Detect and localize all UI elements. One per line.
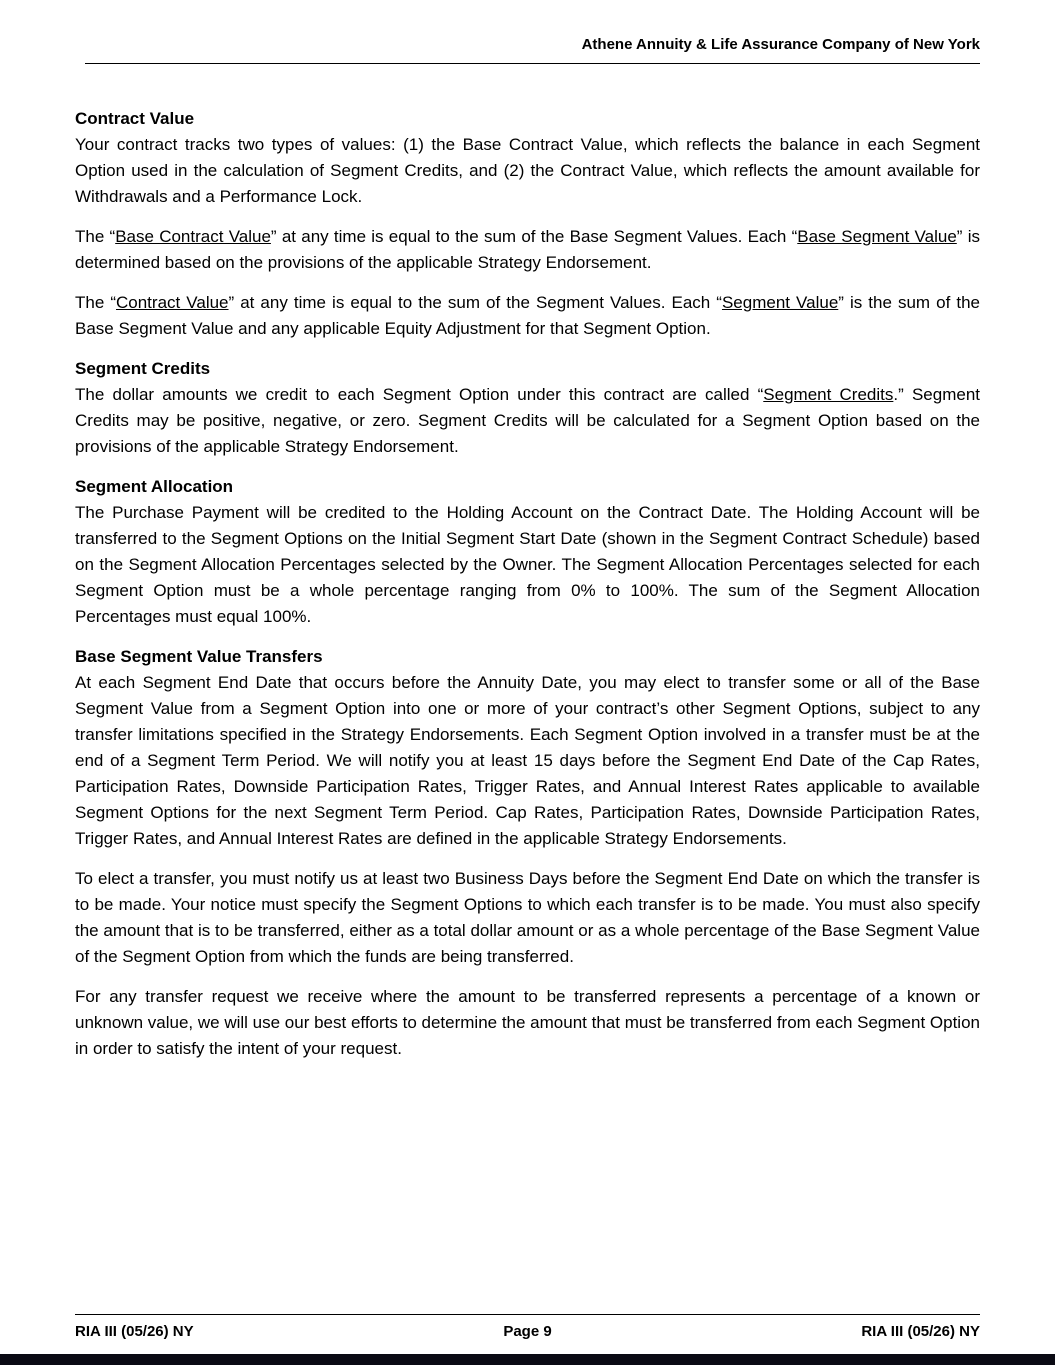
text-run: The dollar amounts we credit to each Segment Option under this contract are called “: [75, 385, 764, 404]
page-number: Page 9: [503, 1323, 552, 1340]
text-run: ” is the sum of the Base Segment Value and any applicable Equity Adjustment for that Segment Option.: [75, 293, 980, 338]
text-run: ” at any time is equal to the sum of the Segment Values. Each “: [228, 293, 722, 312]
page-footer: [75, 1314, 980, 1354]
text-run: ” at any time is equal to the sum of the Base Segment Values. Each “: [270, 227, 798, 246]
text-run: At each Segment End Date that occurs before the Annuity Date, you may elect to transfer some or all of the Base Segment Value from a Segment Option into one or more of your contract’s other Segment Options, subject to any transfer limitations specified in the Strategy Endorsements. Each Segment Option involved in a transfer must be at the end of a Segment Term Period. We will notify you at least 15 days before the Segment End Date of the Cap Rates, Participation Rates, Downside Participation Rates, Trigger Rates, and Annual Interest Rates applicable to available Segment Options for the next Segment Term Period. Cap Rates, Participation Rates, Downside Participation Rates, Trigger Rates, and Annual Interest Rates are defined in the applicable Strategy Endorsements.: [75, 673, 980, 848]
text-run: To elect a transfer, you must notify us at least two Business Days before the Segment End Date on which the transfer is to be made. Your notice must specify the Segment Options to which each transfer is to be made. You must also specify the amount that is to be transferred, either as a total dollar amount or as a whole percentage of the Base Segment Value of the Segment Option from which the funds are being transferred.: [75, 869, 980, 966]
defined-term-underlined: Contract Value: [116, 293, 229, 312]
company-name: Athene Annuity & Life Assurance Company of New York: [581, 36, 980, 53]
footer-rule: [75, 1314, 980, 1315]
footer-form-number-left: RIA III (05/26) NY: [75, 1323, 194, 1340]
paragraph: [75, 500, 980, 630]
section-heading: Segment Credits: [75, 359, 211, 378]
text-run: The “: [75, 293, 116, 312]
paragraph: [75, 670, 980, 852]
paragraph: [75, 382, 980, 460]
paragraph: [75, 290, 980, 342]
defined-term-underlined: Segment Credits: [763, 385, 894, 404]
paragraph: [75, 984, 980, 1062]
text-run: ” is determined based on the provisions of the applicable Strategy Endorsement.: [75, 227, 980, 272]
defined-term-underlined: Base Contract Value: [115, 227, 271, 246]
text-run: Your contract tracks two types of values: (1) the Base Contract Value, which reflects the balance in each Segment Option used in the calculation of Segment Credits, and (2) the Contract Value, which reflects the amount available for Withdrawals and a Performance Lock.: [75, 135, 980, 206]
section-heading: Segment Allocation: [75, 477, 234, 496]
footer-form-number-right: RIA III (05/26) NY: [861, 1323, 980, 1340]
paragraph: [75, 132, 980, 210]
text-run: For any transfer request we receive where the amount to be transferred represents a percentage of a known or unknown value, we will use our best efforts to determine the amount that must be transferred from each Segment Option in order to satisfy the intent of your request.: [75, 987, 980, 1058]
bottom-bar: [0, 1354, 1055, 1365]
section-heading: Contract Value: [75, 109, 195, 128]
text-run: .” Segment Credits may be positive, negative, or zero. Segment Credits will be calculated for a Segment Option based on the provisions of the applicable Strategy Endorsement.: [75, 385, 980, 456]
section-heading: Base Segment Value Transfers: [75, 647, 323, 666]
text-run: The “: [75, 227, 116, 246]
defined-term-underlined: Segment Value: [721, 293, 839, 312]
footer-row: [75, 1323, 980, 1340]
page-header: [75, 30, 980, 53]
paragraph: [75, 224, 980, 276]
defined-term-underlined: Base Segment Value: [797, 227, 957, 246]
text-run: The Purchase Payment will be credited to the Holding Account on the Contract Date. The Holding Account will be transferred to the Segment Options on the Initial Segment Start Date (shown in the Segment Contract Schedule) based on the Segment Allocation Percentages selected by the Owner. The Segment Allocation Percentages selected for each Segment Option must be a whole percentage ranging from 0% to 100%. The sum of the Segment Allocation Percentages must equal 100%.: [75, 503, 980, 626]
paragraph: [75, 866, 980, 970]
document-body: [75, 106, 980, 1062]
footer-spacer: [75, 1062, 980, 1314]
header-rule: [85, 63, 980, 64]
